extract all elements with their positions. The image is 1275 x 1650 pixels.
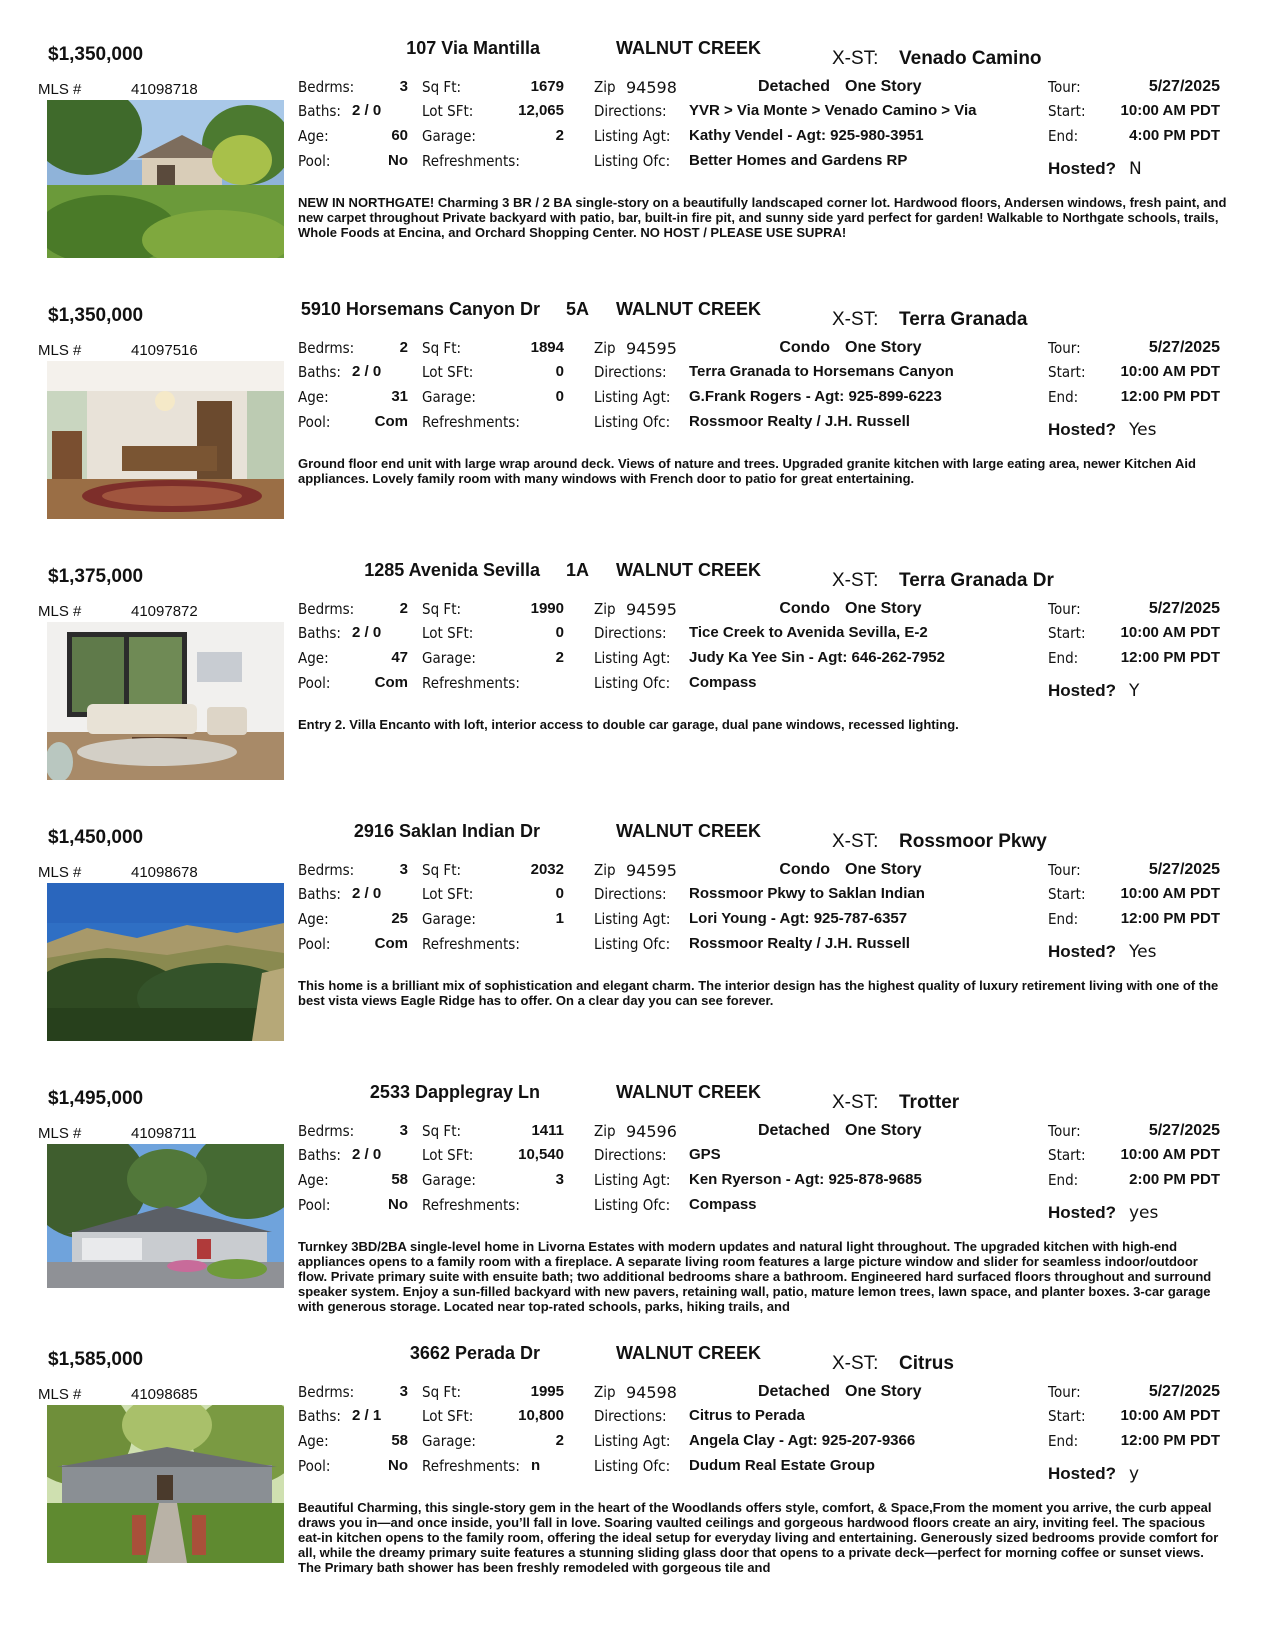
- bedrooms-value: 2: [399, 600, 408, 617]
- age-label: Age:: [298, 910, 329, 928]
- refreshments-label: Refreshments:: [422, 935, 520, 953]
- listing-office-value: Compass: [689, 1196, 757, 1213]
- listing-remarks: Beautiful Charming, this single-story gem in the heart of the Woodlands offers style, comfort, & Space,From the moment you arrive, the curb appeal draws you in—and once inside, you’ll fall in love. Soaring vaulted ceilings and gorgeous hardwood floors create an airy, inviting feel. The spacious eat-in kitchen opens to the family room, offering the ideal setup for everyday living and entertaining. Generously sized bedrooms provide comfort for all, while the dreamy primary suite features a stunning sliding glass door that opens to a private deck—perfect for morning coffee or sunset views. The Primary bath shower has been freshly remodeled with gorgeous tile and: [298, 1500, 1219, 1575]
- directions-value: Rossmoor Pkwy to Saklan Indian: [689, 885, 925, 902]
- listing-city: WALNUT CREEK: [616, 1343, 761, 1363]
- age-label: Age:: [298, 388, 329, 406]
- directions-value: Terra Granada to Horsemans Canyon: [689, 363, 954, 380]
- lot-sqft-label: Lot SFt:: [422, 1146, 474, 1164]
- property-type: Condo: [779, 861, 830, 878]
- mls-number: 41098678: [131, 864, 198, 881]
- baths-label: Baths:: [298, 363, 341, 381]
- sqft-label: Sq Ft:: [422, 600, 462, 618]
- listing-address: 2916 Saklan Indian Dr: [353, 821, 540, 841]
- mls-label: MLS #: [38, 1125, 82, 1142]
- end-time: 2:00 PM PDT: [1129, 1171, 1220, 1188]
- listing-photo[interactable]: [47, 883, 284, 1041]
- listing-agent-label: Listing Agt:: [594, 649, 671, 667]
- listing-price: $1,350,000: [48, 305, 144, 326]
- listing-card: [0, 32, 1275, 294]
- age-label: Age:: [298, 127, 329, 145]
- zip-label: Zip: [594, 1122, 616, 1140]
- cross-street-label: X-ST:: [832, 48, 879, 69]
- sqft-value: 1995: [530, 1383, 564, 1400]
- zip-label: Zip: [594, 861, 616, 879]
- garage-value: 0: [555, 388, 564, 405]
- listing-card: [0, 815, 1275, 1077]
- listing-agent-label: Listing Agt:: [594, 127, 671, 145]
- bedrooms-value: 2: [399, 339, 408, 356]
- hosted-label: Hosted?: [1048, 681, 1116, 700]
- sqft-label: Sq Ft:: [422, 1383, 462, 1401]
- garage-label: Garage:: [422, 1171, 476, 1189]
- listing-photo[interactable]: [47, 622, 284, 780]
- age-label: Age:: [298, 649, 329, 667]
- hosted-value: N: [1129, 159, 1142, 179]
- listing-remarks: Turnkey 3BD/2BA single-level home in Livorna Estates with modern updates and natural light throughout. The upgraded kitchen with high-end appliances opens to a family room with a fireplace. A separate living room features a large picture window and slider for seamless indoor/outdoor flow. Private primary suite with ensuite bath; two additional bedrooms share a bathroom. Engineered hard surfaced floors throughout and surround speaker system. Enjoy a sun-filled backyard with new pavers, retaining wall, patio, mature lemon trees, lawn space, and planter boxes. 3-car garage with generous storage. Located near top-rated schools, parks, hiking trails, and: [298, 1239, 1212, 1314]
- sqft-label: Sq Ft:: [422, 861, 462, 879]
- listing-unit: 5A: [566, 299, 590, 319]
- sqft-value: 1990: [530, 600, 564, 617]
- listing-city: WALNUT CREEK: [616, 560, 761, 580]
- listing-agent-label: Listing Agt:: [594, 388, 671, 406]
- property-style: One Story: [845, 1383, 922, 1400]
- listing-office-label: Listing Ofc:: [594, 1196, 671, 1214]
- listing-price: $1,350,000: [48, 44, 144, 65]
- listing-card: [0, 1076, 1275, 1338]
- lot-sqft-label: Lot SFt:: [422, 102, 474, 120]
- property-style: One Story: [845, 600, 922, 617]
- garage-value: 1: [555, 910, 564, 927]
- property-type: Detached: [757, 1122, 830, 1139]
- zip-value: 94595: [626, 339, 677, 358]
- refreshments-label: Refreshments:: [422, 152, 520, 170]
- listing-remarks: NEW IN NORTHGATE! Charming 3 BR / 2 BA single-story on a beautifully landscaped corner lot. Hardwood floors, Andersen windows, fresh paint, and new carpet throughout Private backyard with patio, bar, built-in fire pit, and sunny side yard perfect for garden! Walkable to Northgate schools, trails, Whole Foods at Encina, and Orchard Shopping Center. NO HOST / PLEASE USE SUPRA!: [298, 195, 1227, 240]
- age-label: Age:: [298, 1432, 329, 1450]
- listing-remarks: Ground floor end unit with large wrap around deck. Views of nature and trees. Upgraded granite kitchen with large eating area, newer Kitchen Aid appliances. Lovely family room with many windows with French door to patio for great entertaining.: [298, 456, 1196, 486]
- cross-street-label: X-ST:: [832, 570, 879, 591]
- age-value: 60: [391, 127, 408, 144]
- zip-label: Zip: [594, 1383, 616, 1401]
- mls-label: MLS #: [38, 342, 82, 359]
- lot-sqft-label: Lot SFt:: [422, 885, 474, 903]
- bedrooms-label: Bedrms:: [298, 1383, 355, 1401]
- listing-city: WALNUT CREEK: [616, 821, 761, 841]
- listing-photo[interactable]: [47, 1405, 284, 1563]
- baths-value: 2 / 0: [352, 1146, 382, 1163]
- age-value: 58: [391, 1432, 408, 1449]
- start-label: Start:: [1048, 363, 1086, 381]
- listing-agent-value: Angela Clay - Agt: 925-207-9366: [689, 1432, 916, 1449]
- listing-card: [0, 554, 1275, 816]
- tour-label: Tour:: [1048, 861, 1081, 879]
- lot-sqft-value: 0: [555, 885, 564, 902]
- listing-agent-label: Listing Agt:: [594, 1432, 671, 1450]
- listing-remarks: Entry 2. Villa Encanto with loft, interior access to double car garage, dual pane windows, recessed lighting.: [298, 717, 959, 732]
- listing-office-label: Listing Ofc:: [594, 152, 671, 170]
- tour-label: Tour:: [1048, 78, 1081, 96]
- listing-photo[interactable]: [47, 1144, 284, 1288]
- directions-label: Directions:: [594, 102, 667, 120]
- end-time: 12:00 PM PDT: [1120, 649, 1220, 666]
- pool-value: No: [388, 1457, 408, 1474]
- baths-value: 2 / 0: [352, 885, 382, 902]
- baths-value: 2 / 0: [352, 363, 382, 380]
- directions-value: GPS: [689, 1146, 721, 1163]
- listing-photo[interactable]: [47, 100, 284, 258]
- end-label: End:: [1048, 649, 1079, 667]
- listing-agent-value: Ken Ryerson - Agt: 925-878-9685: [689, 1171, 922, 1188]
- listing-price: $1,375,000: [48, 566, 144, 587]
- pool-label: Pool:: [298, 674, 331, 692]
- hosted-value: yes: [1129, 1203, 1159, 1223]
- baths-label: Baths:: [298, 885, 341, 903]
- refreshments-label: Refreshments:: [422, 674, 520, 692]
- listing-agent-value: G.Frank Rogers - Agt: 925-899-6223: [689, 388, 942, 405]
- sqft-value: 1411: [531, 1122, 564, 1139]
- hosted-value: Y: [1129, 681, 1140, 701]
- pool-value: Com: [374, 413, 408, 430]
- garage-label: Garage:: [422, 910, 476, 928]
- tour-date: 5/27/2025: [1148, 1383, 1220, 1400]
- tour-label: Tour:: [1048, 1122, 1081, 1140]
- age-value: 47: [391, 649, 408, 666]
- cross-street-value: Rossmoor Pkwy: [899, 831, 1047, 852]
- listing-price: $1,450,000: [48, 827, 144, 848]
- zip-value: 94595: [626, 861, 677, 880]
- end-time: 12:00 PM PDT: [1120, 388, 1220, 405]
- listing-address: 3662 Perada Dr: [409, 1343, 540, 1363]
- mls-number: 41098685: [131, 1386, 198, 1403]
- listing-agent-value: Judy Ka Yee Sin - Agt: 646-262-7952: [689, 649, 945, 666]
- listing-address: 2533 Dapplegray Ln: [369, 1082, 540, 1102]
- listing-card: [0, 293, 1275, 555]
- pool-label: Pool:: [298, 935, 331, 953]
- mls-label: MLS #: [38, 1386, 82, 1403]
- mls-number: 41098718: [131, 81, 198, 98]
- cross-street-value: Terra Granada Dr: [899, 570, 1054, 591]
- pool-value: No: [388, 152, 408, 169]
- garage-label: Garage:: [422, 388, 476, 406]
- start-time: 10:00 AM PDT: [1120, 1146, 1220, 1163]
- cross-street-label: X-ST:: [832, 309, 879, 330]
- cross-street-value: Trotter: [899, 1092, 960, 1113]
- zip-label: Zip: [594, 78, 616, 96]
- hosted-value: Yes: [1129, 942, 1157, 962]
- zip-value: 94595: [626, 600, 677, 619]
- property-style: One Story: [845, 339, 922, 356]
- listing-price: $1,495,000: [48, 1088, 144, 1109]
- lot-sqft-value: 10,800: [518, 1407, 564, 1424]
- cross-street-label: X-ST:: [832, 831, 879, 852]
- property-type: Condo: [779, 600, 830, 617]
- directions-label: Directions:: [594, 624, 667, 642]
- baths-label: Baths:: [298, 1407, 341, 1425]
- end-label: End:: [1048, 1171, 1079, 1189]
- pool-label: Pool:: [298, 152, 331, 170]
- start-label: Start:: [1048, 102, 1086, 120]
- tour-date: 5/27/2025: [1148, 339, 1220, 356]
- end-time: 12:00 PM PDT: [1120, 910, 1220, 927]
- listing-office-value: Dudum Real Estate Group: [689, 1457, 875, 1474]
- garage-label: Garage:: [422, 127, 476, 145]
- pool-value: Com: [374, 674, 408, 691]
- listing-office-label: Listing Ofc:: [594, 413, 671, 431]
- property-type: Condo: [779, 339, 830, 356]
- listing-card: [0, 1337, 1275, 1599]
- bedrooms-value: 3: [399, 861, 408, 878]
- listing-office-label: Listing Ofc:: [594, 935, 671, 953]
- sqft-value: 1894: [530, 339, 564, 356]
- bedrooms-label: Bedrms:: [298, 1122, 355, 1140]
- lot-sqft-label: Lot SFt:: [422, 1407, 474, 1425]
- bedrooms-label: Bedrms:: [298, 78, 355, 96]
- baths-value: 2 / 0: [352, 102, 382, 119]
- mls-number: 41098711: [131, 1125, 197, 1142]
- mls-label: MLS #: [38, 864, 82, 881]
- baths-label: Baths:: [298, 102, 341, 120]
- garage-value: 2: [555, 649, 564, 666]
- lot-sqft-value: 12,065: [518, 102, 564, 119]
- zip-value: 94598: [626, 1383, 677, 1402]
- property-style: One Story: [845, 78, 922, 95]
- lot-sqft-value: 0: [555, 624, 564, 641]
- start-time: 10:00 AM PDT: [1120, 1407, 1220, 1424]
- bedrooms-label: Bedrms:: [298, 600, 355, 618]
- sqft-value: 2032: [530, 861, 564, 878]
- listing-city: WALNUT CREEK: [616, 299, 761, 319]
- listing-address: 5910 Horsemans Canyon Dr: [300, 299, 540, 319]
- lot-sqft-label: Lot SFt:: [422, 363, 474, 381]
- start-label: Start:: [1048, 885, 1086, 903]
- listing-address: 107 Via Mantilla: [406, 38, 540, 58]
- baths-label: Baths:: [298, 624, 341, 642]
- listing-address: 1285 Avenida Sevilla: [364, 560, 540, 580]
- sqft-label: Sq Ft:: [422, 1122, 462, 1140]
- zip-value: 94598: [626, 78, 677, 97]
- pool-value: No: [388, 1196, 408, 1213]
- tour-date: 5/27/2025: [1148, 600, 1220, 617]
- age-value: 25: [391, 910, 408, 927]
- start-time: 10:00 AM PDT: [1120, 885, 1220, 902]
- start-time: 10:00 AM PDT: [1120, 102, 1220, 119]
- zip-value: 94596: [626, 1122, 677, 1141]
- pool-value: Com: [374, 935, 408, 952]
- property-type: Detached: [757, 1383, 830, 1400]
- zip-label: Zip: [594, 600, 616, 618]
- directions-label: Directions:: [594, 885, 667, 903]
- listing-price: $1,585,000: [48, 1349, 144, 1370]
- bedrooms-value: 3: [399, 1383, 408, 1400]
- start-time: 10:00 AM PDT: [1120, 363, 1220, 380]
- tour-label: Tour:: [1048, 1383, 1081, 1401]
- start-time: 10:00 AM PDT: [1120, 624, 1220, 641]
- bedrooms-label: Bedrms:: [298, 861, 355, 879]
- hosted-label: Hosted?: [1048, 1464, 1116, 1483]
- property-style: One Story: [845, 1122, 922, 1139]
- directions-label: Directions:: [594, 1146, 667, 1164]
- end-time: 12:00 PM PDT: [1120, 1432, 1220, 1449]
- listing-office-value: Rossmoor Realty / J.H. Russell: [689, 413, 910, 430]
- directions-value: YVR > Via Monte > Venado Camino > Via: [689, 102, 977, 119]
- directions-label: Directions:: [594, 1407, 667, 1425]
- listing-office-label: Listing Ofc:: [594, 674, 671, 692]
- cross-street-label: X-ST:: [832, 1353, 879, 1374]
- end-label: End:: [1048, 388, 1079, 406]
- pool-label: Pool:: [298, 1196, 331, 1214]
- end-label: End:: [1048, 910, 1079, 928]
- refreshments-label: Refreshments:: [422, 1196, 520, 1214]
- garage-label: Garage:: [422, 1432, 476, 1450]
- tour-date: 5/27/2025: [1148, 78, 1220, 95]
- listing-agent-value: Kathy Vendel - Agt: 925-980-3951: [689, 127, 924, 144]
- property-style: One Story: [845, 861, 922, 878]
- garage-value: 2: [555, 127, 564, 144]
- garage-value: 3: [555, 1171, 564, 1188]
- listing-agent-label: Listing Agt:: [594, 910, 671, 928]
- bedrooms-label: Bedrms:: [298, 339, 355, 357]
- listing-office-value: Better Homes and Gardens RP: [689, 152, 908, 169]
- baths-value: 2 / 0: [352, 624, 382, 641]
- directions-label: Directions:: [594, 363, 667, 381]
- bedrooms-value: 3: [399, 1122, 408, 1139]
- mls-label: MLS #: [38, 81, 82, 98]
- tour-date: 5/27/2025: [1148, 861, 1220, 878]
- start-label: Start:: [1048, 624, 1086, 642]
- bedrooms-value: 3: [399, 78, 408, 95]
- listing-unit: 1A: [566, 560, 590, 580]
- lot-sqft-label: Lot SFt:: [422, 624, 474, 642]
- zip-label: Zip: [594, 339, 616, 357]
- cross-street-value: Citrus: [899, 1353, 954, 1374]
- hosted-label: Hosted?: [1048, 420, 1116, 439]
- refreshments-value: n: [531, 1457, 541, 1474]
- tour-label: Tour:: [1048, 339, 1081, 357]
- cross-street-value: Terra Granada: [899, 309, 1028, 330]
- cross-street-value: Venado Camino: [899, 48, 1042, 69]
- age-value: 31: [391, 388, 408, 405]
- garage-value: 2: [555, 1432, 564, 1449]
- age-label: Age:: [298, 1171, 329, 1189]
- baths-value: 2 / 1: [352, 1407, 382, 1424]
- start-label: Start:: [1048, 1407, 1086, 1425]
- sqft-label: Sq Ft:: [422, 78, 462, 96]
- pool-label: Pool:: [298, 413, 331, 431]
- end-time: 4:00 PM PDT: [1129, 127, 1220, 144]
- sqft-label: Sq Ft:: [422, 339, 462, 357]
- hosted-value: Yes: [1129, 420, 1157, 440]
- end-label: End:: [1048, 127, 1079, 145]
- property-type: Detached: [757, 78, 830, 95]
- mls-number: 41097516: [131, 342, 198, 359]
- directions-value: Tice Creek to Avenida Sevilla, E-2: [689, 624, 928, 641]
- listing-agent-label: Listing Agt:: [594, 1171, 671, 1189]
- refreshments-label: Refreshments:: [422, 1457, 520, 1475]
- mls-number: 41097872: [131, 603, 198, 620]
- baths-label: Baths:: [298, 1146, 341, 1164]
- listing-office-label: Listing Ofc:: [594, 1457, 671, 1475]
- listing-city: WALNUT CREEK: [616, 38, 761, 58]
- lot-sqft-value: 10,540: [518, 1146, 564, 1163]
- tour-label: Tour:: [1048, 600, 1081, 618]
- sqft-value: 1679: [530, 78, 564, 95]
- hosted-value: y: [1129, 1464, 1140, 1484]
- end-label: End:: [1048, 1432, 1079, 1450]
- lot-sqft-value: 0: [555, 363, 564, 380]
- age-value: 58: [391, 1171, 408, 1188]
- hosted-label: Hosted?: [1048, 1203, 1116, 1222]
- hosted-label: Hosted?: [1048, 942, 1116, 961]
- mls-label: MLS #: [38, 603, 82, 620]
- cross-street-label: X-ST:: [832, 1092, 879, 1113]
- pool-label: Pool:: [298, 1457, 331, 1475]
- listing-office-value: Rossmoor Realty / J.H. Russell: [689, 935, 910, 952]
- listing-office-value: Compass: [689, 674, 757, 691]
- listing-photo[interactable]: [47, 361, 284, 519]
- listing-agent-value: Lori Young - Agt: 925-787-6357: [689, 910, 908, 927]
- refreshments-label: Refreshments:: [422, 413, 520, 431]
- start-label: Start:: [1048, 1146, 1086, 1164]
- garage-label: Garage:: [422, 649, 476, 667]
- tour-date: 5/27/2025: [1148, 1122, 1220, 1139]
- listing-city: WALNUT CREEK: [616, 1082, 761, 1102]
- directions-value: Citrus to Perada: [689, 1407, 805, 1424]
- listing-remarks: This home is a brilliant mix of sophistication and elegant charm. The interior design has the highest quality of luxury retirement living with one of the best vista views Eagle Ridge has to offer. On a clear day you can see forever.: [298, 978, 1219, 1008]
- hosted-label: Hosted?: [1048, 159, 1116, 178]
